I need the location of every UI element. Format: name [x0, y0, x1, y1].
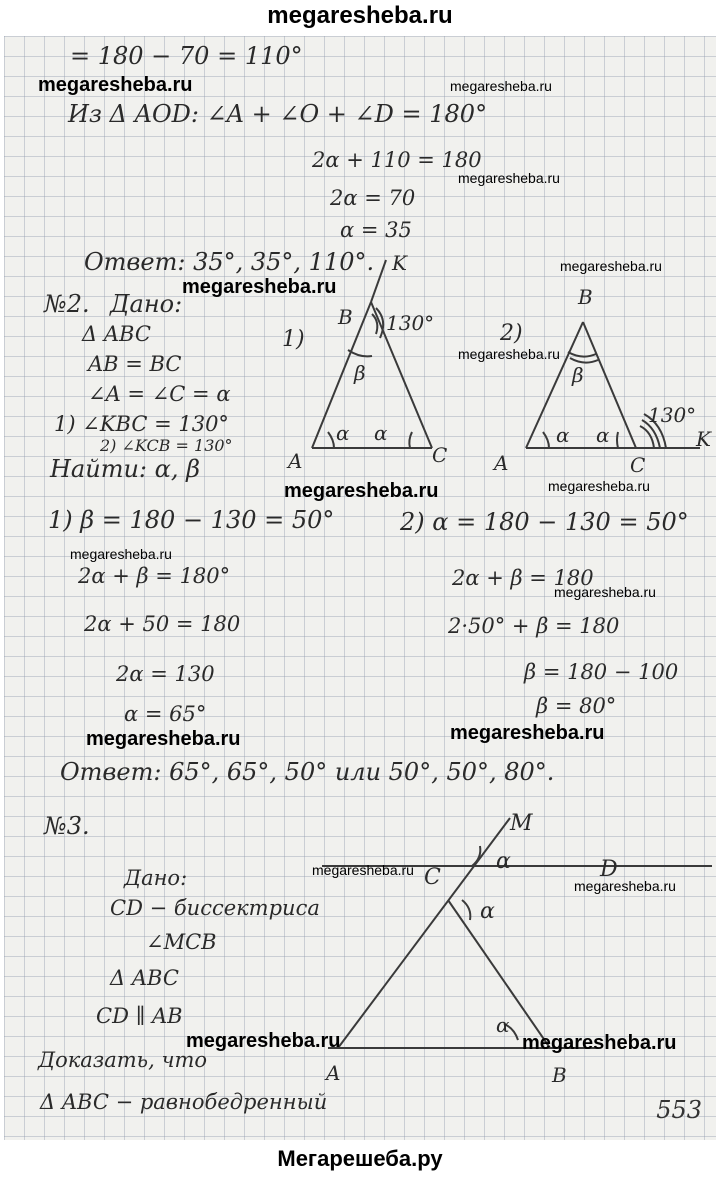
figure-2-case-label: 2) [500, 321, 523, 346]
problem-3-given-title: Дано: [124, 866, 188, 890]
watermark: megaresheba.ru [312, 862, 414, 878]
figure-2-point-k: K [696, 427, 711, 451]
given-triangle-abc: Δ ABC [82, 322, 151, 346]
problem-2-find: Найти: α, β [50, 455, 200, 483]
answer-part1: Ответ: 35°, 35°, 110°. [84, 248, 375, 276]
figure-3-point-m: M [510, 811, 533, 836]
figure-1-case-label: 1) [282, 327, 305, 352]
figure-1-point-k: K [392, 251, 407, 275]
watermark: megaresheba.ru [522, 1032, 677, 1054]
problem-3-number: №3. [44, 812, 90, 840]
sol2-line-1: 2) α = 180 − 130 = 50° [400, 508, 689, 536]
figure-1-alpha-a: α [336, 421, 350, 445]
watermark: megaresheba.ru [548, 478, 650, 494]
calc-line-1: = 180 − 70 = 110° [70, 42, 303, 70]
figure-1-beta: β [354, 361, 366, 385]
equation-2a-70: 2α = 70 [330, 186, 416, 210]
problem-3-prove: Доказать, что [38, 1048, 208, 1072]
given-case-2: 2) ∠KCB = 130° [100, 436, 233, 455]
figure-3-alpha-bottom: α [480, 899, 495, 924]
figure-1-vertex-b: B [338, 305, 353, 329]
watermark: megaresheba.ru [450, 78, 552, 94]
sol2-line-3: 2·50° + β = 180 [448, 614, 620, 638]
watermark: megaresheba.ru [560, 258, 662, 274]
watermark: megaresheba.ru [182, 276, 337, 298]
sol2-line-2: 2α + β = 180 [452, 566, 594, 590]
sol2-line-5: β = 80° [536, 694, 617, 718]
triangle-aod-sum: Из Δ AOD: ∠A + ∠O + ∠D = 180° [68, 100, 488, 128]
sol1-line-5: α = 65° [124, 702, 207, 726]
figure-3-alpha-b: α [496, 1013, 510, 1037]
figure-1-angle-130: 130° [386, 311, 435, 335]
given-angle-mcb: ∠MCB [146, 930, 217, 954]
figure-1-vertex-a: A [288, 449, 303, 473]
sol1-line-4: 2α = 130 [116, 662, 215, 686]
figure-3-alpha-top: α [496, 849, 511, 874]
figure-2-alpha-c: α [596, 423, 610, 447]
problem-2-number: №2. [44, 290, 90, 318]
sol2-line-4: β = 180 − 100 [524, 660, 679, 684]
figure-3-point-c: C [424, 865, 441, 890]
figure-1-alpha-c: α [374, 421, 388, 445]
figure-3-point-a: A [326, 1061, 341, 1085]
watermark: megaresheba.ru [38, 74, 193, 96]
given-case-1: 1) ∠KBC = 130° [54, 412, 229, 436]
watermark: megaresheba.ru [284, 480, 439, 502]
figure-2-angle-130: 130° [648, 403, 697, 427]
watermark: megaresheba.ru [86, 728, 241, 750]
figure-2-triangle [526, 322, 700, 448]
sol1-line-1: 1) β = 180 − 130 = 50° [48, 506, 335, 534]
site-header[interactable]: megaresheba.ru [267, 2, 453, 29]
watermark: megaresheba.ru [574, 878, 676, 894]
page-number: 553 [656, 1096, 702, 1124]
watermark: megaresheba.ru [458, 346, 560, 362]
figure-2-vertex-c: C [630, 453, 646, 477]
figure-2-vertex-a: A [494, 451, 509, 475]
watermark: megaresheba.ru [554, 584, 656, 600]
sol1-line-2: 2α + β = 180° [78, 564, 231, 588]
given-cd-parallel-ab: CD ∥ AB [96, 1004, 183, 1028]
figure-3-point-d: D [600, 857, 618, 882]
equation-a-35: α = 35 [340, 218, 412, 242]
answer-problem-2: Ответ: 65°, 65°, 50° или 50°, 50°, 80°. [60, 758, 555, 786]
given-angles-equal: ∠A = ∠C = α [88, 382, 231, 406]
equation-2a-110: 2α + 110 = 180 [312, 148, 482, 172]
watermark: megaresheba.ru [70, 546, 172, 562]
watermark: megaresheba.ru [450, 722, 605, 744]
figure-3-triangle [322, 818, 712, 1048]
problem-3-prove-statement: Δ ABC − равнобедренный [40, 1090, 328, 1114]
watermark: megaresheba.ru [458, 170, 560, 186]
figure-2-alpha-a: α [556, 423, 570, 447]
given-ab-bc: AB = BC [88, 352, 182, 376]
watermark: megaresheba.ru [186, 1030, 341, 1052]
figure-2-vertex-b: B [578, 285, 593, 309]
problem-2-given-title: Дано: [110, 290, 183, 318]
site-footer[interactable]: Мегарешеба.ру [277, 1146, 443, 1171]
given-triangle-abc-3: Δ ABC [110, 966, 179, 990]
figure-2-beta: β [572, 363, 584, 387]
figure-1-vertex-c: C [432, 443, 448, 467]
sol1-line-3: 2α + 50 = 180 [84, 612, 241, 636]
figure-3-point-b: B [552, 1063, 567, 1087]
given-cd-bisector: CD − биссектриса [110, 896, 320, 920]
